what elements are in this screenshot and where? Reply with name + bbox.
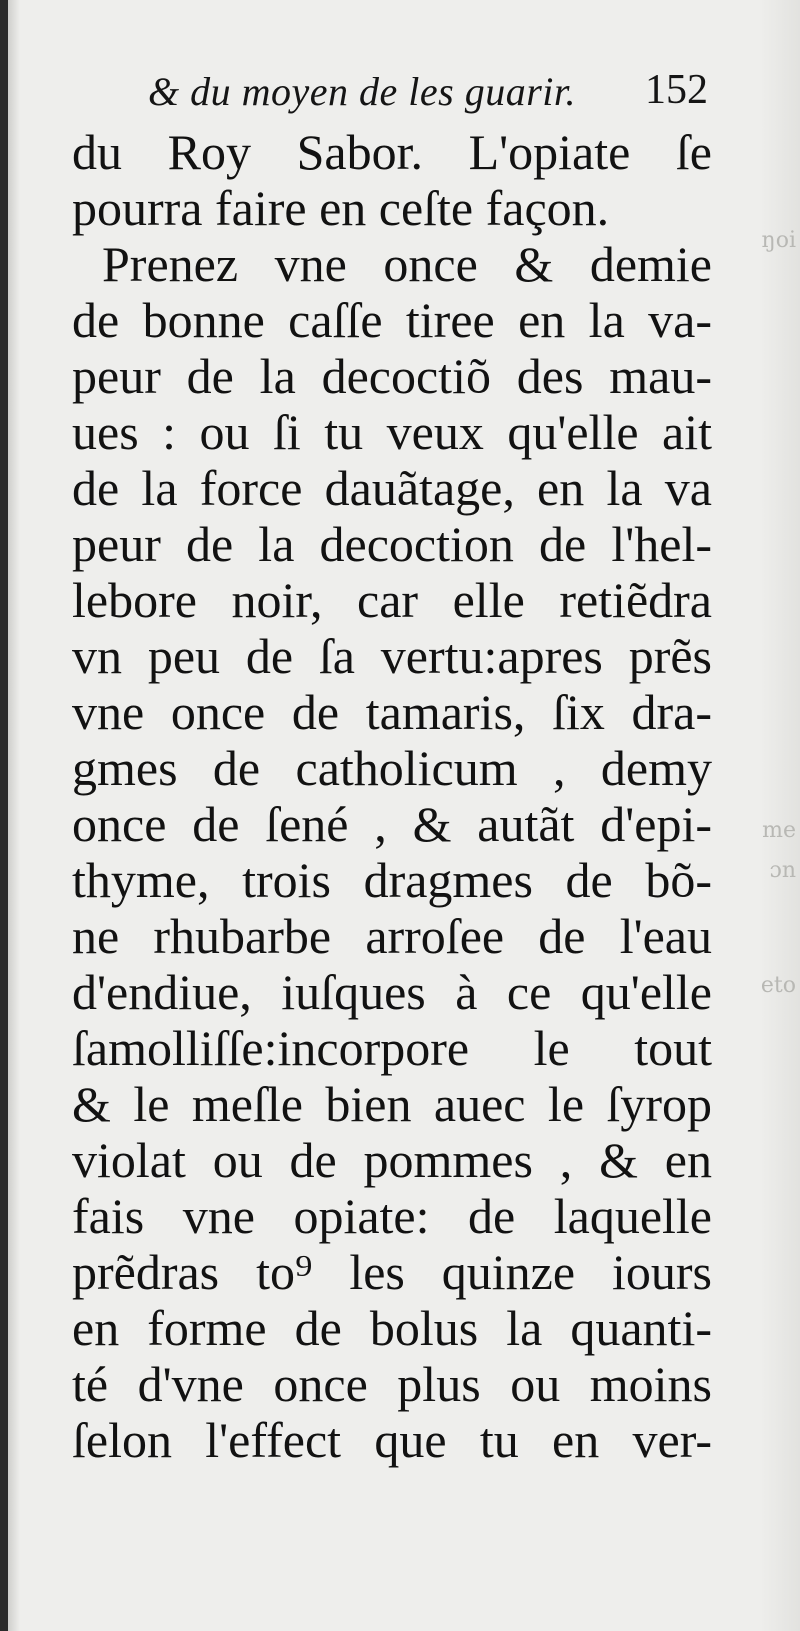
- show-through-mark: me: [762, 818, 796, 843]
- text-line: du Roy Sabor. L'opiate ſe: [72, 124, 712, 180]
- text-line: ſamolliſſe:incorpore le tout: [72, 1020, 712, 1076]
- show-through-mark: eto: [760, 973, 796, 998]
- text-line: prẽdras to⁹ les quinze iours: [72, 1244, 712, 1300]
- text-line: pourra faire en ceſte façon.: [72, 180, 610, 236]
- text-line: peur de la decoction de l'hel-: [72, 516, 712, 572]
- text-line: lebore noir, car elle retiẽdra: [72, 572, 712, 628]
- text-line: & le meſle bien auec le ſyrop: [72, 1076, 712, 1132]
- text-line: fais vne opiate: de laquelle: [72, 1188, 712, 1244]
- book-page: [8, 0, 800, 1631]
- text-line: ues : ou ſi tu veux qu'elle ait: [72, 404, 712, 460]
- text-line: de la force dauãtage, en la va: [72, 460, 712, 516]
- text-line: thyme, trois dragmes de bõ-: [72, 852, 712, 908]
- text-line: té d'vne once plus ou moins: [72, 1356, 712, 1412]
- text-line: vn peu de ſa vertu:apres prẽs: [72, 628, 712, 684]
- text-line: en forme de bolus la quanti-: [72, 1300, 712, 1356]
- body-text: [72, 124, 712, 1468]
- text-line: gmes de catholicum , demy: [72, 740, 712, 796]
- text-line: vne once de tamaris, ſix dra-: [72, 684, 712, 740]
- running-head: & du moyen de les guarir.: [148, 69, 577, 114]
- text-line: d'endiue, iuſques à ce qu'elle: [72, 964, 712, 1020]
- text-line: Prenez vne once & demie: [102, 236, 712, 292]
- show-through-mark: ŋoi: [761, 228, 796, 253]
- text-line: once de ſené , & autãt d'epi-: [72, 796, 712, 852]
- page-gutter-shadow: [8, 0, 20, 1631]
- text-line: peur de la decoctiõ des mau-: [72, 348, 712, 404]
- text-line: de bonne caſſe tiree en la va-: [72, 292, 712, 348]
- show-through-mark: ɔn: [769, 858, 796, 883]
- page-header: [148, 62, 708, 122]
- text-line: ſelon l'effect que tu en ver-: [72, 1412, 712, 1468]
- text-line: violat ou de pommes , & en: [72, 1132, 712, 1188]
- page-number: 152: [645, 67, 708, 113]
- text-line: ne rhubarbe arroſee de l'eau: [72, 908, 712, 964]
